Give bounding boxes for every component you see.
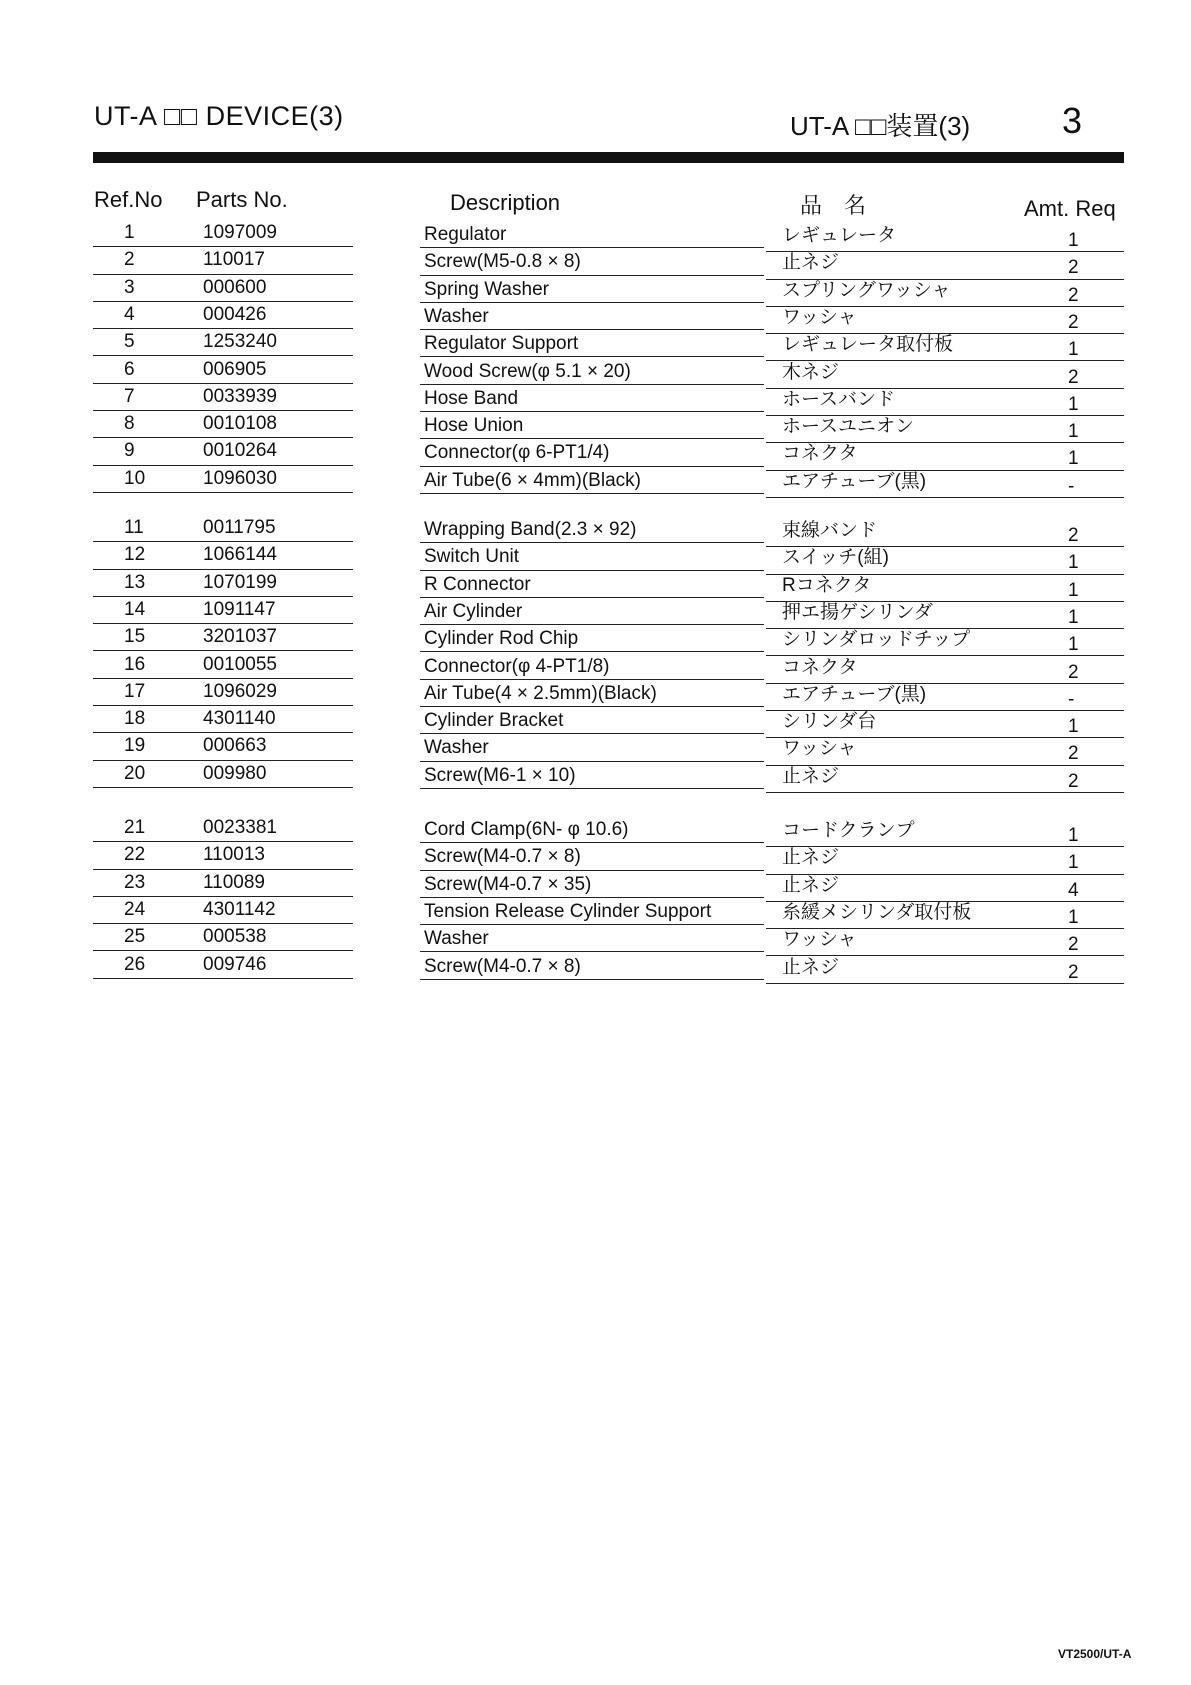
row-rule	[766, 983, 1124, 984]
japanese-name-cell: レギュレータ取付板	[782, 334, 954, 356]
ref-no-cell: 19	[124, 735, 146, 757]
table-row	[0, 329, 1191, 361]
description-cell: R Connector	[424, 573, 531, 595]
parts-no-cell: 110089	[203, 871, 265, 893]
ref-no-cell: 1	[124, 222, 135, 243]
ref-no-cell: 13	[124, 571, 146, 593]
table-row	[0, 384, 1191, 415]
description-cell: Cylinder Rod Chip	[424, 628, 579, 650]
description-cell: Regulator	[424, 224, 507, 245]
parts-no-cell: 4301140	[203, 708, 276, 730]
table-row	[0, 897, 1191, 928]
japanese-name-cell: スプリングワッシャ	[782, 279, 951, 301]
amt-req-cell: 1	[1068, 906, 1079, 928]
amt-req-cell: 1	[1068, 552, 1079, 574]
ref-no-cell: 2	[124, 249, 135, 271]
japanese-name-cell: シリンダロッドチップ	[782, 629, 971, 651]
description-cell: Air Tube(6 × 4mm)(Black)	[424, 469, 641, 491]
header-rule	[93, 152, 1124, 163]
amt-req-cell: 2	[1068, 366, 1079, 388]
table-row	[0, 870, 1191, 901]
ref-no-cell: 20	[124, 762, 146, 784]
table-row	[0, 679, 1191, 710]
table-row	[0, 652, 1191, 683]
amt-req-cell: 2	[1068, 770, 1079, 792]
parts-no-cell: 0010108	[203, 413, 277, 435]
ref-no-cell: 18	[124, 708, 146, 730]
ref-no-cell: 3	[124, 276, 135, 298]
row-rule	[766, 792, 1124, 793]
table-row	[0, 515, 1191, 546]
amt-req-cell: 2	[1068, 525, 1079, 546]
description-cell: Air Cylinder	[424, 600, 523, 622]
table-row	[0, 220, 1191, 251]
amt-req-cell: 1	[1068, 606, 1079, 628]
description-cell: Regulator Support	[424, 333, 579, 355]
japanese-name-cell: レギュレータ	[782, 225, 897, 246]
parts-no-cell: 4301142	[203, 898, 276, 920]
ref-no-cell: 6	[124, 358, 135, 380]
ref-no-cell: 9	[124, 440, 135, 462]
parts-no-cell: 000538	[203, 926, 267, 948]
japanese-name-cell: 止ネジ	[782, 956, 840, 978]
description-cell: Washer	[424, 928, 489, 950]
amt-req-cell: 1	[1068, 579, 1079, 601]
description-cell: Hose Band	[424, 387, 519, 409]
ref-no-cell: 14	[124, 598, 146, 620]
ref-no-cell: 21	[124, 817, 146, 838]
ref-no-cell: 15	[124, 626, 146, 648]
amt-req-cell: 1	[1068, 393, 1079, 415]
table-row	[0, 275, 1191, 306]
description-cell: Screw(M4-0.7 × 8)	[424, 846, 581, 868]
description-cell: Cylinder Bracket	[424, 710, 564, 732]
footer-code: VT2500/UT-A	[1058, 1647, 1132, 1661]
description-cell: Wrapping Band(2.3 × 92)	[424, 519, 637, 540]
column-header-ref-no: Ref.No	[94, 187, 163, 212]
table-row	[0, 924, 1191, 956]
column-header-japanese-name: 品 名	[800, 193, 867, 218]
parts-no-cell: 0023381	[203, 817, 277, 838]
amt-req-cell: 1	[1068, 716, 1079, 738]
amt-req-cell: 2	[1068, 934, 1079, 956]
amt-req-cell: 1	[1068, 634, 1079, 656]
ref-no-cell: 12	[124, 544, 146, 566]
japanese-name-cell: コネクタ	[782, 443, 858, 465]
amt-req-cell: 2	[1068, 661, 1079, 683]
ref-no-cell: 22	[124, 844, 146, 866]
japanese-name-cell: スイッチ(組)	[782, 547, 889, 569]
parts-no-cell: 1096030	[203, 467, 277, 489]
table-row	[0, 842, 1191, 874]
description-cell: Spring Washer	[424, 278, 549, 300]
table-row	[0, 570, 1191, 601]
page-number: 3	[1062, 100, 1083, 141]
amt-req-cell: 1	[1068, 448, 1079, 470]
japanese-name-cell: 木ネジ	[782, 361, 840, 383]
description-cell: Washer	[424, 305, 489, 327]
ref-no-cell: 7	[124, 385, 135, 407]
japanese-name-cell: ホースユニオン	[782, 416, 915, 438]
parts-no-cell: 000426	[203, 303, 267, 325]
japanese-name-cell: ワッシャ	[782, 929, 857, 951]
japanese-name-cell: 止ネジ	[782, 252, 840, 274]
parts-no-cell: 3201037	[203, 626, 277, 648]
row-rule	[420, 493, 764, 494]
ref-no-cell: 11	[124, 517, 144, 538]
parts-no-cell: 009980	[203, 762, 267, 784]
description-cell: Cord Clamp(6N- φ 10.6)	[424, 819, 629, 840]
amt-req-cell: 4	[1068, 879, 1079, 901]
parts-no-cell: 1096029	[203, 680, 277, 702]
table-row	[0, 542, 1191, 574]
japanese-name-cell: 止ネジ	[782, 765, 840, 787]
description-cell: Washer	[424, 737, 489, 759]
amt-req-cell: 1	[1068, 421, 1079, 443]
table-row	[0, 815, 1191, 846]
japanese-name-cell: 止ネジ	[782, 847, 840, 869]
description-cell: Switch Unit	[424, 546, 520, 568]
table-row	[0, 302, 1191, 333]
amt-req-cell: 2	[1068, 311, 1079, 333]
description-cell: Tension Release Cylinder Support	[424, 900, 712, 922]
japanese-name-cell: ワッシャ	[782, 306, 857, 328]
japanese-name-cell: エアチューブ(黒)	[782, 470, 927, 492]
page-title-jp: UT-A □□装置(3)	[790, 111, 971, 141]
amt-req-cell: 1	[1068, 339, 1079, 361]
table-row	[0, 357, 1191, 388]
japanese-name-cell: 押エ揚ゲシリンダ	[782, 601, 933, 623]
table-row	[0, 733, 1191, 765]
table-row	[0, 411, 1191, 443]
ref-no-cell: 25	[124, 926, 146, 948]
amt-req-cell: 1	[1068, 230, 1079, 251]
row-rule	[420, 979, 764, 980]
description-cell: Screw(M6-1 × 10)	[424, 764, 576, 786]
table-row	[0, 466, 1191, 497]
row-rule	[766, 497, 1124, 498]
amt-req-cell: -	[1068, 475, 1075, 497]
amt-req-cell: 2	[1068, 284, 1079, 306]
description-cell: Hose Union	[424, 415, 524, 437]
ref-no-cell: 26	[124, 953, 146, 975]
parts-no-cell: 0010264	[203, 440, 277, 462]
japanese-name-cell: 糸緩メシリンダ取付板	[782, 901, 972, 923]
table-row	[0, 952, 1191, 983]
ref-no-cell: 5	[124, 331, 135, 353]
parts-no-cell: 110017	[203, 249, 265, 271]
parts-no-cell: 1066144	[203, 544, 277, 566]
japanese-name-cell: エアチューブ(黒)	[782, 683, 927, 705]
amt-req-cell: -	[1068, 688, 1075, 710]
parts-no-cell: 000663	[203, 735, 267, 757]
amt-req-cell: 1	[1068, 852, 1079, 874]
description-cell: Screw(M4-0.7 × 35)	[424, 873, 592, 895]
japanese-name-cell: コネクタ	[782, 656, 858, 678]
column-header-description: Description	[450, 190, 561, 215]
row-rule	[93, 492, 353, 493]
description-cell: Air Tube(4 × 2.5mm)(Black)	[424, 682, 657, 704]
japanese-name-cell: シリンダ台	[782, 711, 877, 733]
parts-no-cell: 0011795	[203, 517, 276, 538]
ref-no-cell: 16	[124, 653, 146, 675]
row-rule	[420, 788, 764, 789]
parts-no-cell: 0010055	[203, 653, 277, 675]
parts-no-cell: 1070199	[203, 571, 277, 593]
japanese-name-cell: コードクランプ	[782, 820, 915, 841]
parts-no-cell: 1097009	[203, 222, 277, 243]
ref-no-cell: 4	[124, 303, 135, 325]
japanese-name-cell: ワッシャ	[782, 738, 857, 760]
table-row	[0, 706, 1191, 738]
parts-no-cell: 000600	[203, 276, 267, 298]
ref-no-cell: 24	[124, 898, 146, 920]
table-row	[0, 624, 1191, 656]
column-header-parts-no: Parts No.	[196, 187, 288, 212]
row-rule	[93, 787, 353, 788]
amt-req-cell: 2	[1068, 961, 1079, 983]
table-row	[0, 761, 1191, 792]
description-cell: Screw(M4-0.7 × 8)	[424, 955, 581, 977]
parts-no-cell: 009746	[203, 953, 267, 975]
ref-no-cell: 10	[124, 467, 146, 489]
description-cell: Screw(M5-0.8 × 8)	[424, 251, 581, 273]
ref-no-cell: 17	[124, 680, 146, 702]
column-header-amt-req: Amt. Req	[1024, 196, 1116, 221]
parts-no-cell: 006905	[203, 358, 267, 380]
japanese-name-cell: Rコネクタ	[782, 574, 872, 596]
page-title-en: UT-A □□ DEVICE(3)	[94, 101, 344, 131]
description-cell: Wood Screw(φ 5.1 × 20)	[424, 360, 631, 382]
ref-no-cell: 8	[124, 413, 135, 435]
parts-no-cell: 1253240	[203, 331, 277, 353]
table-row	[0, 438, 1191, 470]
parts-no-cell: 0033939	[203, 385, 277, 407]
description-cell: Connector(φ 4-PT1/8)	[424, 655, 610, 677]
ref-no-cell: 23	[124, 871, 146, 893]
japanese-name-cell: 止ネジ	[782, 874, 840, 896]
japanese-name-cell: ホースバンド	[782, 388, 896, 410]
amt-req-cell: 1	[1068, 825, 1079, 846]
table-row	[0, 597, 1191, 628]
parts-no-cell: 1091147	[203, 598, 276, 620]
amt-req-cell: 2	[1068, 743, 1079, 765]
japanese-name-cell: 束線バンド	[782, 520, 878, 541]
parts-no-cell: 110013	[203, 844, 265, 866]
table-row	[0, 247, 1191, 279]
row-rule	[93, 978, 353, 979]
amt-req-cell: 2	[1068, 257, 1079, 279]
description-cell: Connector(φ 6-PT1/4)	[424, 442, 610, 464]
